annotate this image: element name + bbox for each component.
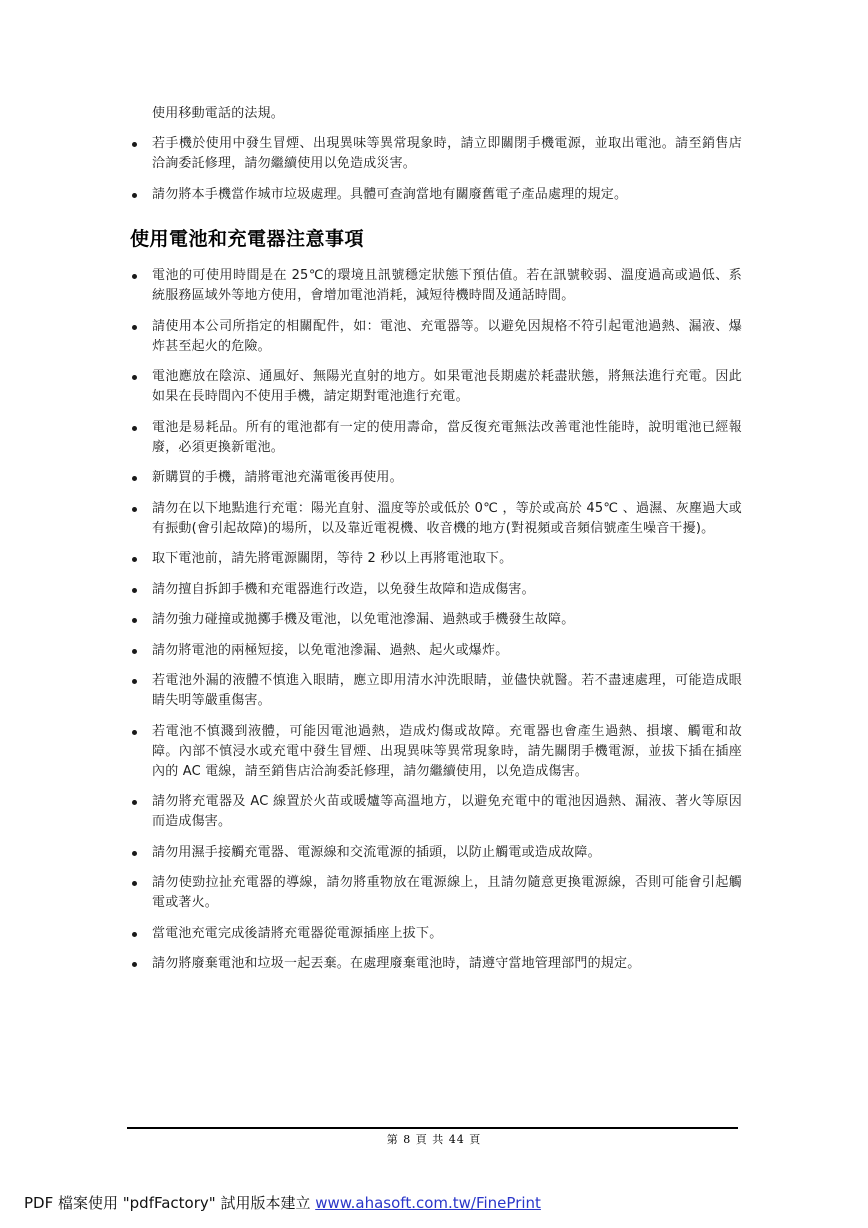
- bullet-icon: [132, 932, 137, 937]
- battery-charger-bullet-list: [130, 266, 742, 985]
- bullet-icon: [132, 962, 137, 967]
- list-item-text: 請勿擅自拆卸手機和充電器進行改造，以免發生故障和造成傷害。: [152, 581, 535, 597]
- bullet-icon: [132, 730, 137, 735]
- list-item: [130, 185, 742, 205]
- top-bullet-list: [130, 134, 742, 216]
- bullet-icon: [132, 679, 137, 684]
- footer-divider: [127, 1127, 738, 1129]
- list-item-text: 請勿用濕手接觸充電器、電源線和交流電源的插頭，以防止觸電或造成故障。: [152, 844, 601, 860]
- list-item: [130, 134, 742, 174]
- bullet-icon: [132, 800, 137, 805]
- list-item-text: 當電池充電完成後請將充電器從電源插座上拔下。: [152, 925, 443, 941]
- bullet-icon: [132, 557, 137, 562]
- bullet-icon: [132, 507, 137, 512]
- list-item: [130, 722, 742, 782]
- list-item-text: 請勿將電池的兩極短接，以免電池滲漏、過熱、起火或爆炸。: [152, 642, 509, 658]
- list-item: [130, 954, 742, 974]
- watermark-link[interactable]: www.ahasoft.com.tw/FinePrint: [315, 1194, 541, 1212]
- list-item-text: 請使用本公司所指定的相關配件，如：電池、充電器等。以避免因規格不符引起電池過熱、漏液、爆炸甚至起火的危險。: [152, 318, 742, 354]
- list-item-text: 若手機於使用中發生冒煙、出現異味等異常現象時，請立即關閉手機電源，並取出電池。請至銷售店洽詢委託修理，請勿繼續使用以免造成災害。: [152, 136, 742, 171]
- list-item-text: 若電池不慎濺到液體，可能因電池過熱，造成灼傷或故障。充電器也會產生過熱、損壞、觸電和故障。內部不慎浸水或充電中發生冒煙、出現異味等異常現象時，請先關閉手機電源，並拔下插在插座內的 AC 電線，請至銷售店洽詢委託修理，請勿繼續使用，以免造成傷害。: [152, 723, 742, 779]
- list-item: [130, 873, 742, 913]
- bullet-icon: [132, 375, 137, 380]
- pdf-watermark: [24, 1192, 541, 1213]
- list-item: [130, 367, 742, 407]
- list-item: [130, 317, 742, 357]
- list-item-text: 若電池外漏的液體不慎進入眼睛，應立即用清水沖洗眼睛，並儘快就醫。若不盡速處理，可能造成眼睛失明等嚴重傷害。: [152, 673, 742, 708]
- list-item: [130, 924, 742, 944]
- bullet-icon: [132, 649, 137, 654]
- list-item: [130, 792, 742, 832]
- bullet-icon: [132, 851, 137, 856]
- list-item-text: 電池應放在陰涼、通風好、無陽光直射的地方。如果電池長期處於耗盡狀態，將無法進行充電。因此如果在長時間內不使用手機，請定期對電池進行充電。: [152, 369, 742, 404]
- list-item-text: 請勿將充電器及 AC 線置於火苗或暖爐等高溫地方，以避免充電中的電池因過熱、漏液、著火等原因而造成傷害。: [152, 794, 742, 829]
- list-item: [130, 468, 742, 488]
- list-item-text: 請勿在以下地點進行充電：陽光直射、溫度等於或低於 0℃ ，等於或高於 45℃ 、過濕、灰塵過大或有振動(會引起故障)的場所，以及靠近電視機、收音機的地方(對視頻或音頻信號產生噪音干擾)。: [152, 500, 742, 536]
- list-item: [130, 549, 742, 569]
- section-title: 使用電池和充電器注意事項: [130, 228, 365, 250]
- bullet-icon: [132, 325, 137, 330]
- list-item-text: 新購買的手機，請將電池充滿電後再使用。: [152, 470, 403, 485]
- list-item-text: 請勿將廢棄電池和垃圾一起丟棄。在處理廢棄電池時，請遵守當地管理部門的規定。: [152, 956, 641, 971]
- page-number: 第 8 頁 共 44 頁: [386, 1133, 482, 1146]
- list-item: [130, 843, 742, 863]
- bullet-icon: [132, 193, 137, 198]
- bullet-icon: [132, 476, 137, 481]
- list-item-text: 取下電池前，請先將電源關閉，等待 2 秒以上再將電池取下。: [152, 551, 513, 566]
- bullet-icon: [132, 426, 137, 431]
- list-item-text: 請勿將本手機當作城市垃圾處理。具體可查詢當地有關廢舊電子產品處理的規定。: [152, 187, 628, 202]
- watermark-text: PDF 檔案使用 "pdfFactory" 試用版本建立: [24, 1194, 316, 1212]
- list-item-text: 請勿強力碰撞或拋擲手機及電池，以免電池滲漏、過熱或手機發生故障。: [152, 612, 575, 627]
- bullet-icon: [132, 588, 137, 593]
- bullet-icon: [132, 881, 137, 886]
- list-item-text: 電池是易耗品。所有的電池都有一定的使用壽命，當反復充電無法改善電池性能時，說明電池已經報廢，必須更換新電池。: [152, 419, 742, 455]
- bullet-icon: [132, 274, 137, 279]
- list-item: [130, 671, 742, 711]
- list-item-text: 電池的可使用時間是在 25℃的環境且訊號穩定狀態下預估值。若在訊號較弱、溫度過高或過低、系統服務區域外等地方使用，會增加電池消耗，減短待機時間及通話時間。: [152, 268, 742, 303]
- list-item-text: 請勿使勁拉扯充電器的導線，請勿將重物放在電源線上，且請勿隨意更換電源線，否則可能會引起觸電或著火。: [152, 875, 742, 910]
- intro-text: 使用移動電話的法規。: [152, 106, 285, 121]
- list-item: [130, 418, 742, 458]
- list-item: [130, 610, 742, 630]
- bullet-icon: [132, 618, 137, 623]
- bullet-icon: [132, 142, 137, 147]
- list-item: [130, 641, 742, 661]
- list-item: [130, 266, 742, 306]
- list-item: [130, 499, 742, 539]
- list-item: [130, 580, 742, 600]
